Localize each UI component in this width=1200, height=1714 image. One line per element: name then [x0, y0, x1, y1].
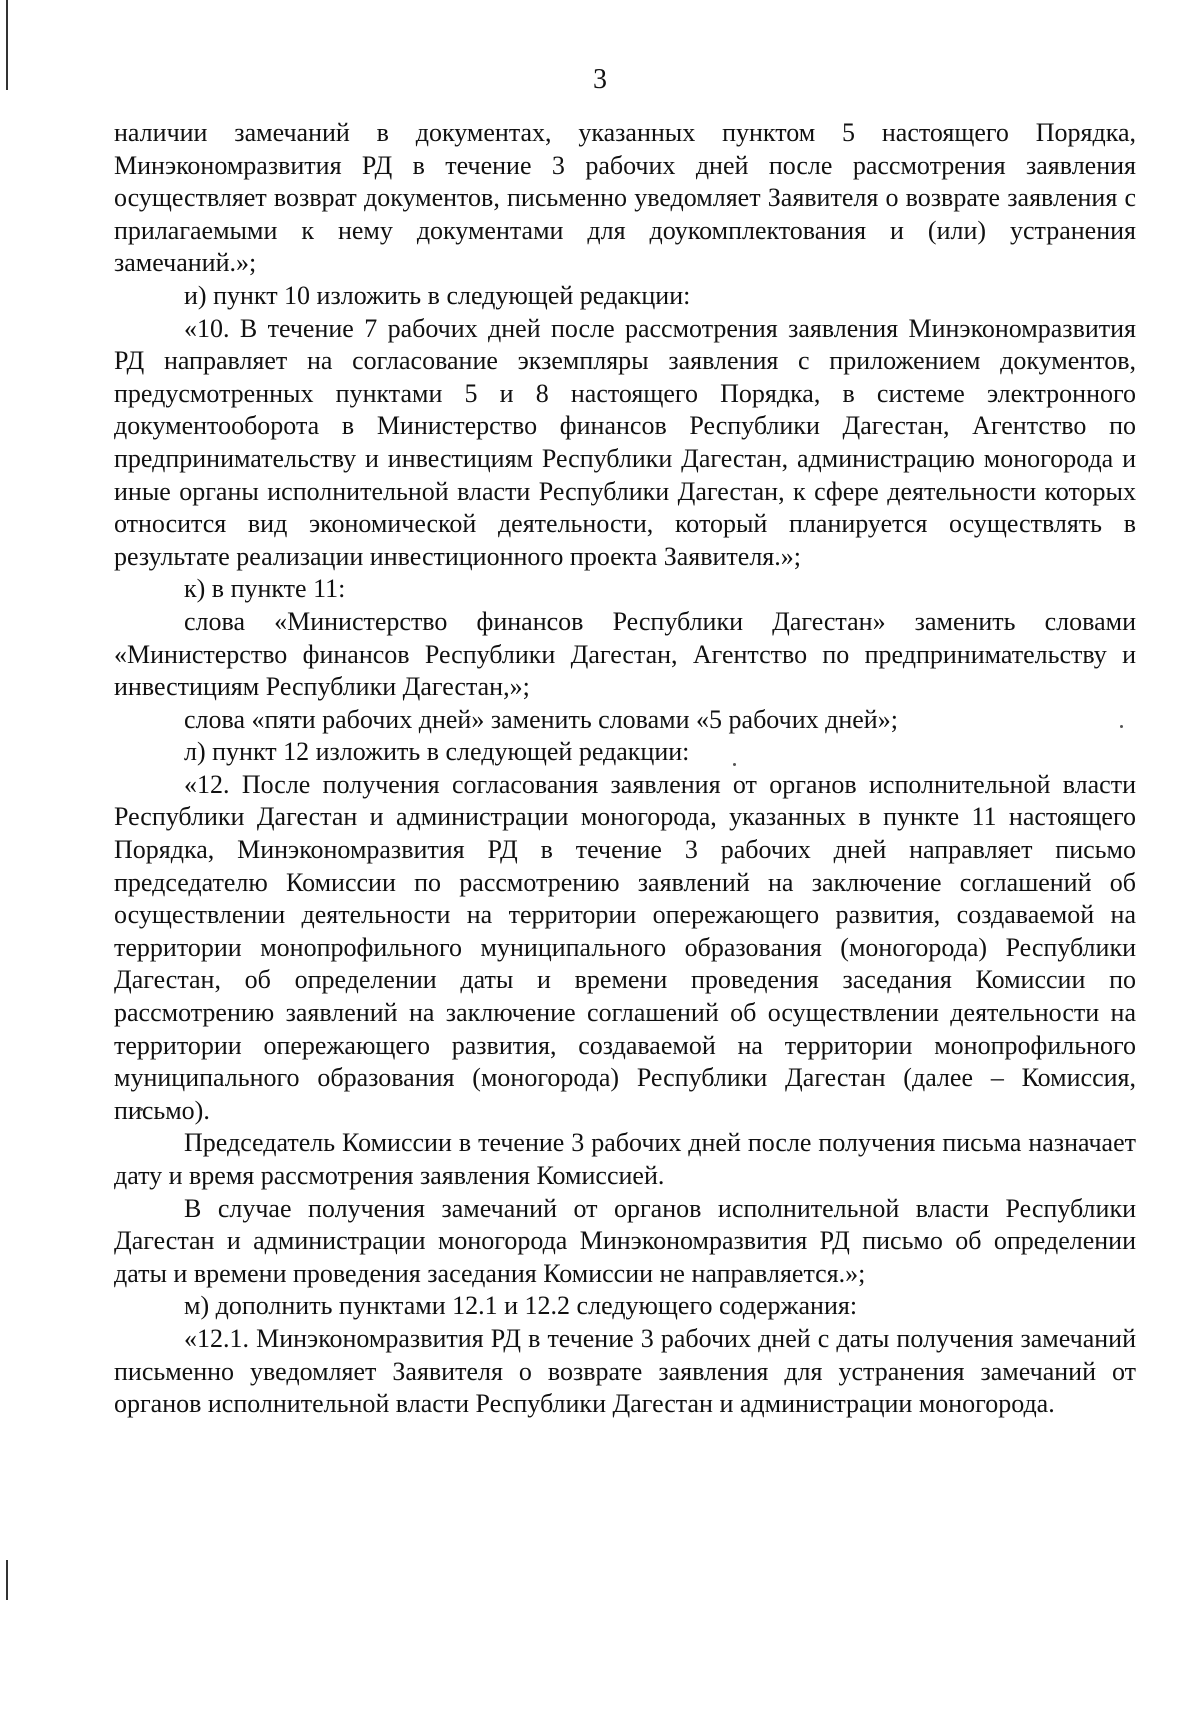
paragraph: наличии замечаний в документах, указанных пунктом 5 настоящего Порядка, Минэкономразвития РД в течение 3 рабочих дней после рассмотрения заявления осуществляет возврат документов, письменно уведомляет Заявителя о возврате заявления с прилагаемыми к нему документами для доукомплектования и (или) устранения замечаний.»;	[114, 118, 1136, 278]
paragraph: «12. После получения согласования заявления от органов исполнительной власти Республики Дагестан и администрации моногорода, указанных в пункте 11 настоящего Порядка, Минэкономразвития РД в течение 3 рабочих дней направляет письмо председателю Комиссии по рассмотрению заявлений на заключение соглашений об осуществлении деятельности на территории опережающего развития, создаваемой на территории монопрофильного муниципального образования (моногорода) Республики Дагестан, об определении даты и времени проведения заседания Комиссии по рассмотрению заявлений на заключение соглашений об осуществлении деятельности на территории опережающего развития, создаваемой на территории монопрофильного муниципального образования (моногорода) Республики Дагестан (далее – Комиссия, письмо).	[114, 769, 1136, 1125]
paragraph: к) в пункте 11:	[184, 574, 346, 604]
paragraph: и) пункт 10 изложить в следующей редакции:	[184, 280, 691, 310]
document-body	[114, 117, 1136, 1421]
paragraph: м) дополнить пунктами 12.1 и 12.2 следующего содержания:	[184, 1291, 858, 1321]
paragraph: В случае получения замечаний от органов исполнительной власти Республики Дагестан и администрации моногорода Минэкономразвития РД письмо об определении даты и времени проведения заседания Комиссии не направляется.»;	[114, 1193, 1136, 1288]
paragraph: слова «Министерство финансов Республики Дагестан» заменить словами «Министерство финансов Республики Дагестан, Агентство по предпринимательству и инвестициям Республики Дагестан,»;	[114, 606, 1136, 702]
paragraph: Председатель Комиссии в течение 3 рабочих дней после получения письма назначает дату и время рассмотрения заявления Комиссией.	[114, 1128, 1136, 1190]
paragraph: слова «пяти рабочих дней» заменить словами «5 рабочих дней»;	[184, 704, 898, 734]
paragraph: л) пункт 12 изложить в следующей редакции:	[184, 737, 690, 767]
paragraph: «10. В течение 7 рабочих дней после рассмотрения заявления Минэкономразвития РД направляет на согласование экземпляры заявления с приложением документов, предусмотренных пунктами 5 и 8 настоящего Порядка, в системе электронного документооборота в Министерство финансов Республики Дагестан, Агентство по предпринимательству и инвестициям Республики Дагестан, администрацию моногорода и иные органы исполнительной власти Республики Дагестан, к сфере деятельности которых относится вид экономической деятельности, который планируется осуществлять в результате реализации инвестиционного проекта Заявителя.»;	[114, 313, 1136, 571]
scan-edge-mark-bottom	[6, 1560, 8, 1600]
paragraph: «12.1. Минэкономразвития РД в течение 3 рабочих дней с даты получения замечаний письменно уведомляет Заявителя о возврате заявления для устранения замечаний от органов исполнительной власти Республики Дагестан и администрации моногорода.	[114, 1323, 1136, 1419]
page-number: 3	[593, 64, 607, 95]
